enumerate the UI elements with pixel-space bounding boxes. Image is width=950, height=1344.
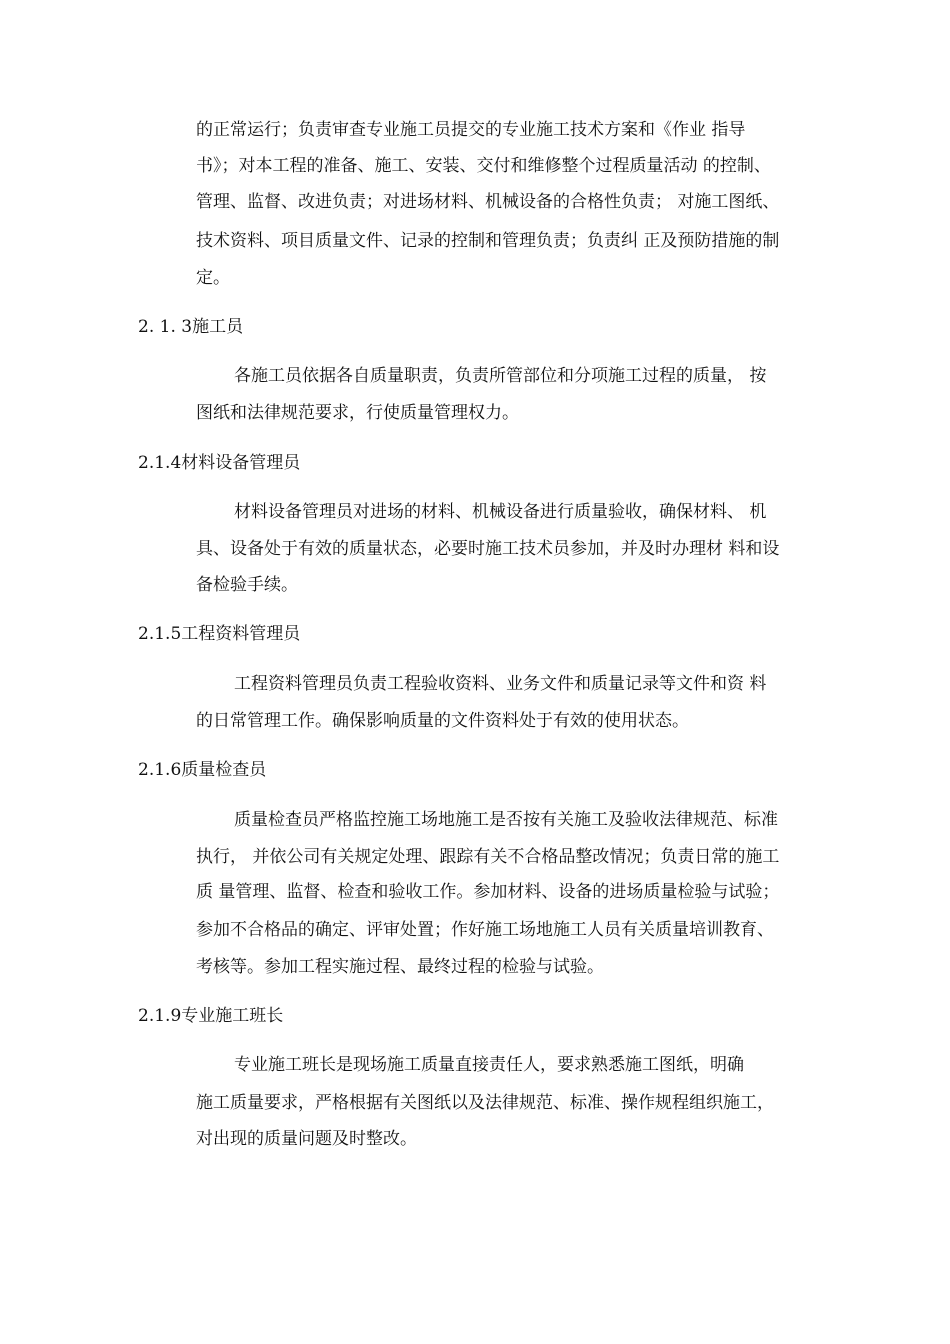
paragraph-line: 的正常运行；负责审查专业施工员提交的专业施工技术方案和《作业 指导 xyxy=(196,120,746,140)
paragraph-line: 材料设备管理员对进场的材料、机械设备进行质量验收，确保材料、 机 xyxy=(234,502,767,522)
paragraph-line: 质量检查员严格监控施工场地施工是否按有关施工及验收法律规范、标准 xyxy=(234,810,778,830)
paragraph-line: 书》；对本工程的准备、施工、安装、交付和维修整个过程质量活动 的控制、 xyxy=(196,156,771,176)
paragraph-line: 图纸和法律规范要求，行使质量管理权力。 xyxy=(196,403,519,423)
paragraph-line: 施工质量要求，严格根据有关图纸以及法律规范、标准、操作规程组织施工， xyxy=(196,1093,774,1113)
paragraph-line: 备检验手续。 xyxy=(196,575,298,595)
paragraph-line: 对出现的质量问题及时整改。 xyxy=(196,1129,417,1149)
paragraph-line: 管理、监督、改进负责；对进场材料、机械设备的合格性负责； 对施工图纸、 xyxy=(196,192,780,212)
paragraph-line: 执行， 并依公司有关规定处理、跟踪有关不合格品整改情况；负责日常的施工 xyxy=(196,847,780,867)
paragraph-line: 定。 xyxy=(196,268,230,288)
section-heading: 2.1.9专业施工班长 xyxy=(138,1006,284,1026)
paragraph-line: 质 量管理、监督、检查和验收工作。参加材料、设备的进场质量检验与试验； xyxy=(196,882,780,902)
paragraph-line: 技术资料、项目质量文件、记录的控制和管理负责；负责纠 正及预防措施的制 xyxy=(196,231,780,251)
paragraph-line: 考核等。参加工程实施过程、最终过程的检验与试验。 xyxy=(196,957,604,977)
section-heading: 2. 1. 3施工员 xyxy=(138,317,244,337)
paragraph-line: 参加不合格品的确定、评审处置；作好施工场地施工人员有关质量培训教育、 xyxy=(196,920,774,940)
paragraph-line: 工程资料管理员负责工程验收资料、业务文件和质量记录等文件和资 料 xyxy=(234,674,767,694)
section-heading: 2.1.4材料设备管理员 xyxy=(138,453,301,473)
paragraph-line: 各施工员依据各自质量职责，负责所管部位和分项施工过程的质量， 按 xyxy=(234,366,767,386)
section-heading: 2.1.6质量检查员 xyxy=(138,760,267,780)
paragraph-line: 的日常管理工作。确保影响质量的文件资料处于有效的使用状态。 xyxy=(196,711,689,731)
paragraph-line: 专业施工班长是现场施工质量直接责任人，要求熟悉施工图纸，明确 xyxy=(234,1055,744,1075)
paragraph-line: 具、设备处于有效的质量状态，必要时施工技术员参加，并及时办理材 料和设 xyxy=(196,539,780,559)
section-heading: 2.1.5工程资料管理员 xyxy=(138,624,301,644)
